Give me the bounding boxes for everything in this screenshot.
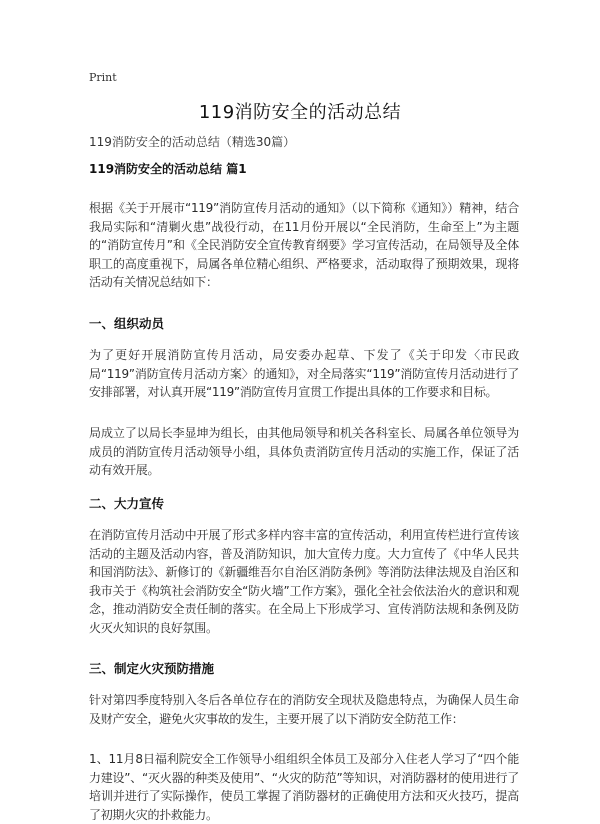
organize-paragraph-1: 为了更好开展消防宣传月活动，局安委办起草、下发了《关于印发〈市民政局“119”消防宣传月活动方案〉的通知》，对全局落实“119”消防宣传月活动进行了安排部署，对认真开展“119”消防宣传月宣贯工作提出具体的工作要求和目标。 xyxy=(89,348,519,399)
organize-paragraph-2: 局成立了以局长李显坤为组长，由其他局领导和机关各科室长、局属各单位领导为成员的消防宣传月活动领导小组，具体负责消防宣传月活动的实施工作，保证了活动有效开展。 xyxy=(89,426,519,477)
publicity-paragraph: 在消防宣传月活动中开展了形式多样内容丰富的宣传活动，利用宣传栏进行宣传该活动的主题及活动内容，普及消防知识，加大宣传力度。大力宣传了《中华人民共和国消防法》、新修订的《新疆维吾尔自治区消防条例》等消防法律法规及自治区和我市关于《构筑社会消防安全“防火墙”工作方案》，强化全社会依法治火的意识和观念，推动消防安全责任制的落实。在全局上下形成学习、宣传消防法规和条例及防火灭火知识的良好氛围。 xyxy=(89,528,519,635)
heading-measures: 三、制定火灾预防措施 xyxy=(89,661,215,676)
section-title: 119消防安全的活动总结 篇1 xyxy=(89,162,247,176)
intro-paragraph: 根据《关于开展市“119”消防宣传月活动的通知》（以下简称《通知》）精神，结合我局实际和“清剿火患”战役行动，在11月份开展以“全民消防，生命至上”为主题的“消防宣传月”和《全民消防安全宣传教育纲要》学习宣传活动，在局领导及全体职工的高度重视下，局属各单位精心组织、严格要求，活动取得了预期效果，现将活动有关情况总结如下： xyxy=(89,201,519,289)
measures-paragraph-2: 1、11月8日福利院安全工作领导小组组织全体员工及部分入住老人学习了“四个能力建设”、“灭火器的种类及使用”、“火灾的防范”等知识，对消防器材的使用进行了培训并进行了实际操作，使员工掌握了消防器材的正确使用方法和灭火技巧，提高了初期火灾的扑救能力。 xyxy=(89,752,519,822)
document-subtitle: 119消防安全的活动总结（精选30篇） xyxy=(89,135,296,149)
heading-organize: 一、组织动员 xyxy=(89,316,165,331)
print-link[interactable]: Print xyxy=(89,71,117,84)
page-title: 119消防安全的活动总结 xyxy=(198,102,402,123)
measures-paragraph-1: 针对第四季度特别入冬后各单位存在的消防安全现状及隐患特点，为确保人员生命及财产安全，避免火灾事故的发生，主要开展了以下消防安全防范工作： xyxy=(89,693,519,726)
heading-publicity: 二、大力宣传 xyxy=(89,496,165,511)
